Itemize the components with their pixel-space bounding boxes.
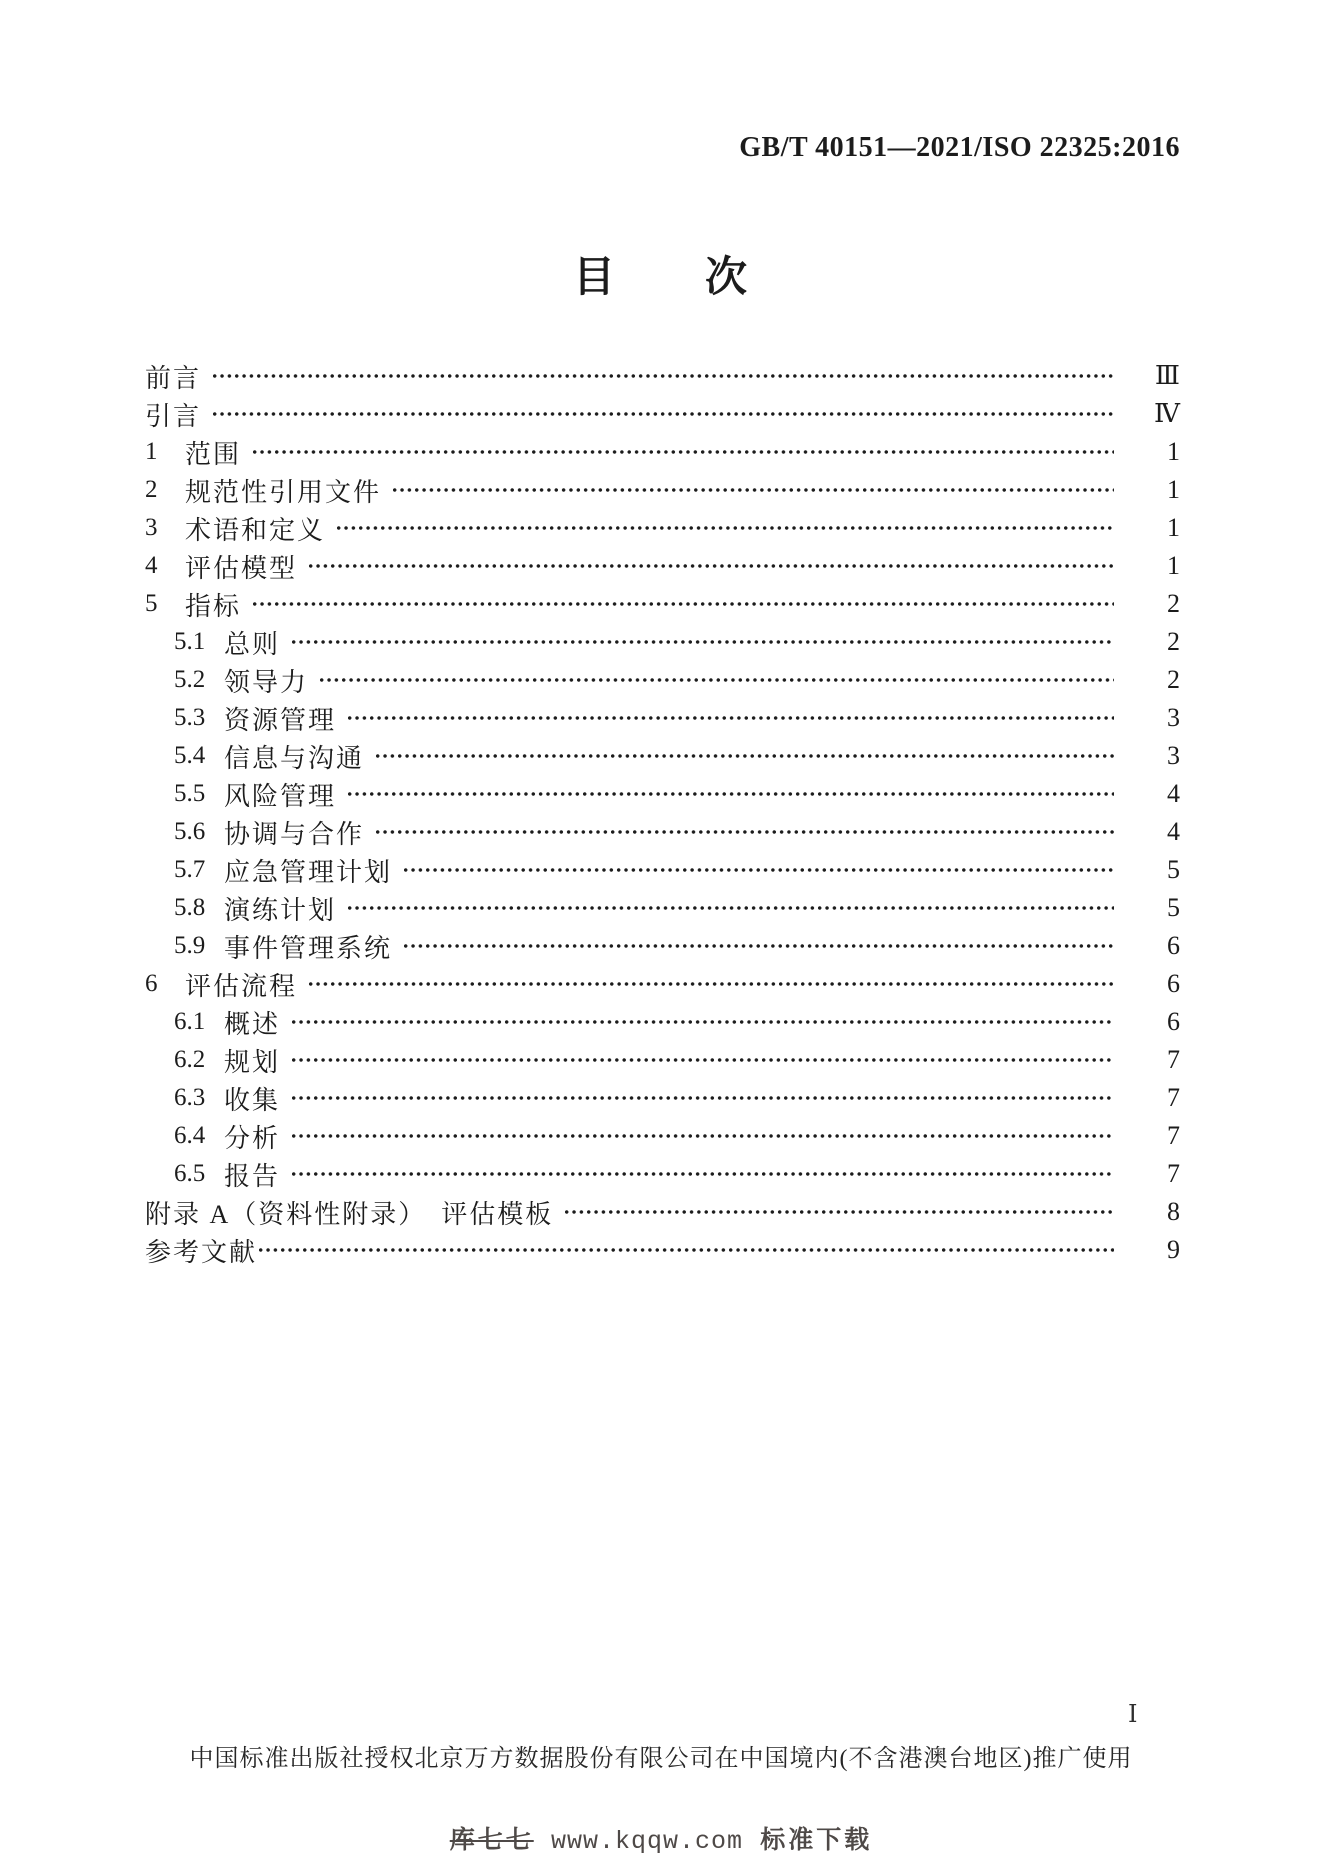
toc-entry-page: 5 (1167, 893, 1180, 922)
dotted-leader (292, 1095, 1114, 1101)
toc-entry (145, 1003, 1180, 1041)
dotted-leader (292, 1171, 1114, 1177)
toc-entry-label: 规划 (224, 1047, 281, 1077)
toc-entry-number: 5.8 (174, 894, 206, 921)
toc-entry-label: 风险管理 (224, 781, 337, 811)
toc-entry-page: 4 (1167, 817, 1180, 846)
toc-entry (145, 699, 1180, 737)
dotted-leader (292, 639, 1114, 645)
toc-entry-number: 6.4 (174, 1122, 206, 1149)
toc-entry-page: 3 (1167, 741, 1180, 770)
toc-entry-label: 资源管理 (224, 705, 337, 735)
toc-entry-number: 5.6 (174, 818, 206, 845)
toc-entry (145, 813, 1180, 851)
dotted-leader (404, 943, 1114, 949)
watermark-suffix: 标准下载 (760, 1827, 873, 1854)
toc-entry (145, 775, 1180, 813)
toc-entry-number: 5.5 (174, 780, 206, 807)
toc-entry-label: 演练计划 (224, 895, 337, 925)
dotted-leader (292, 1057, 1114, 1063)
toc-entry-page: 8 (1167, 1197, 1180, 1226)
toc-entry (145, 1079, 1180, 1117)
toc-entry-label: 收集 (224, 1085, 281, 1115)
toc-entry-number: 5.3 (174, 704, 206, 731)
toc-entry-label: 分析 (224, 1123, 281, 1153)
toc-entry-number: 5.4 (174, 742, 206, 769)
dotted-leader (213, 411, 1114, 417)
dotted-leader (320, 677, 1114, 683)
dotted-leader (253, 449, 1114, 455)
dotted-leader (376, 829, 1114, 835)
toc-entry-label: 报告 (224, 1161, 281, 1191)
toc-entry-number: 4 (145, 552, 158, 579)
watermark (0, 1820, 1322, 1856)
toc-entry-number: 5.1 (174, 628, 206, 655)
standard-code-header: GB/T 40151—2021/ISO 22325:2016 (739, 132, 1180, 163)
toc-entry-number: 5 (145, 590, 158, 617)
toc-entry-page: 1 (1167, 513, 1180, 542)
toc-entry-page: Ⅳ (1154, 399, 1180, 428)
toc-entry-number: 6.5 (174, 1160, 206, 1187)
toc-entry-label: 总则 (224, 629, 281, 659)
toc-entry-page: 7 (1167, 1159, 1180, 1188)
dotted-leader (309, 981, 1114, 987)
dotted-leader (565, 1209, 1114, 1215)
dotted-leader (348, 905, 1114, 911)
dotted-leader (292, 1133, 1114, 1139)
toc-entry-label: 规范性引用文件 (185, 477, 382, 507)
toc-entry-page: 9 (1167, 1235, 1180, 1264)
toc-entry (145, 471, 1180, 509)
toc-entry-number: 5.2 (174, 666, 206, 693)
toc-entry-label: 协调与合作 (224, 819, 365, 849)
toc-entry-page: 7 (1167, 1045, 1180, 1074)
toc-entry-label: 术语和定义 (185, 515, 326, 545)
dotted-leader (348, 791, 1114, 797)
toc-entry (145, 623, 1180, 661)
toc-entry-page: 2 (1167, 665, 1180, 694)
dotted-leader (213, 373, 1114, 379)
toc-entry (145, 737, 1180, 775)
toc-entry-page: Ⅲ (1154, 361, 1180, 390)
dotted-leader (259, 1247, 1114, 1253)
toc-entry-page: 1 (1167, 437, 1180, 466)
toc-entry (145, 1041, 1180, 1079)
toc-entry-number: 6.3 (174, 1084, 206, 1111)
toc-entry (145, 1193, 1180, 1231)
toc-entry-label: 引言 (145, 401, 202, 431)
toc-entry-label: 评估模型 (185, 553, 298, 583)
toc-entry-page: 5 (1167, 855, 1180, 884)
toc-entry-number: 1 (145, 438, 158, 465)
toc-entry-page: 1 (1167, 551, 1180, 580)
toc-entry-page: 2 (1167, 589, 1180, 618)
toc-entry (145, 547, 1180, 585)
toc-entry-number: 5.7 (174, 856, 206, 883)
dotted-leader (376, 753, 1114, 759)
page-title: 目 次 (572, 255, 749, 301)
toc-entry (145, 1231, 1180, 1269)
toc-entry-label: 参考文献 (145, 1237, 258, 1267)
toc-entry-label: 附录 A（资料性附录） 评估模板 (145, 1199, 554, 1229)
toc-entry-page: 1 (1167, 475, 1180, 504)
toc-entry-page: 4 (1167, 779, 1180, 808)
toc-entry-page: 3 (1167, 703, 1180, 732)
toc-entry (145, 661, 1180, 699)
toc-entry (145, 927, 1180, 965)
watermark-brand: 库七七 (449, 1827, 534, 1854)
toc-entry-label: 领导力 (224, 667, 309, 697)
toc-entry-label: 应急管理计划 (224, 857, 393, 887)
page-number: Ⅰ (1128, 1702, 1138, 1728)
toc-entry-page: 6 (1167, 931, 1180, 960)
toc-entry-number: 3 (145, 514, 158, 541)
toc-entry-page: 6 (1167, 1007, 1180, 1036)
toc-entry (145, 1155, 1180, 1193)
dotted-leader (393, 487, 1114, 493)
toc-entry-page: 6 (1167, 969, 1180, 998)
toc-entry (145, 585, 1180, 623)
dotted-leader (404, 867, 1114, 873)
toc-entry-page: 7 (1167, 1083, 1180, 1112)
toc-entry (145, 509, 1180, 547)
toc-entry-label: 评估流程 (185, 971, 298, 1001)
toc-entry (145, 1117, 1180, 1155)
toc-entry (145, 433, 1180, 471)
dotted-leader (337, 525, 1114, 531)
toc-entry-number: 6.2 (174, 1046, 206, 1073)
authorization-notice: 中国标准出版社授权北京万方数据股份有限公司在中国境内(不含港澳台地区)推广使用 (189, 1746, 1133, 1772)
dotted-leader (309, 563, 1114, 569)
dotted-leader (292, 1019, 1114, 1025)
toc-entry-page: 2 (1167, 627, 1180, 656)
dotted-leader (348, 715, 1114, 721)
toc-entry-label: 信息与沟通 (224, 743, 365, 773)
toc-entry-number: 6 (145, 970, 158, 997)
toc-entry-label: 事件管理系统 (224, 933, 393, 963)
toc-entry-label: 前言 (145, 363, 202, 393)
watermark-url: www.kqqw.com (550, 1827, 744, 1856)
toc-entry (145, 357, 1180, 395)
toc-entry-label: 范围 (185, 439, 242, 469)
toc-entry-number: 6.1 (174, 1008, 206, 1035)
toc-entry-number: 2 (145, 476, 158, 503)
toc-entry-number: 5.9 (174, 932, 206, 959)
toc-entry-label: 指标 (185, 591, 242, 621)
toc-entry (145, 965, 1180, 1003)
toc-entry-page: 7 (1167, 1121, 1180, 1150)
table-of-contents (145, 357, 1180, 1269)
dotted-leader (253, 601, 1114, 607)
toc-entry-label: 概述 (224, 1009, 281, 1039)
toc-entry (145, 851, 1180, 889)
toc-entry (145, 395, 1180, 433)
toc-entry (145, 889, 1180, 927)
